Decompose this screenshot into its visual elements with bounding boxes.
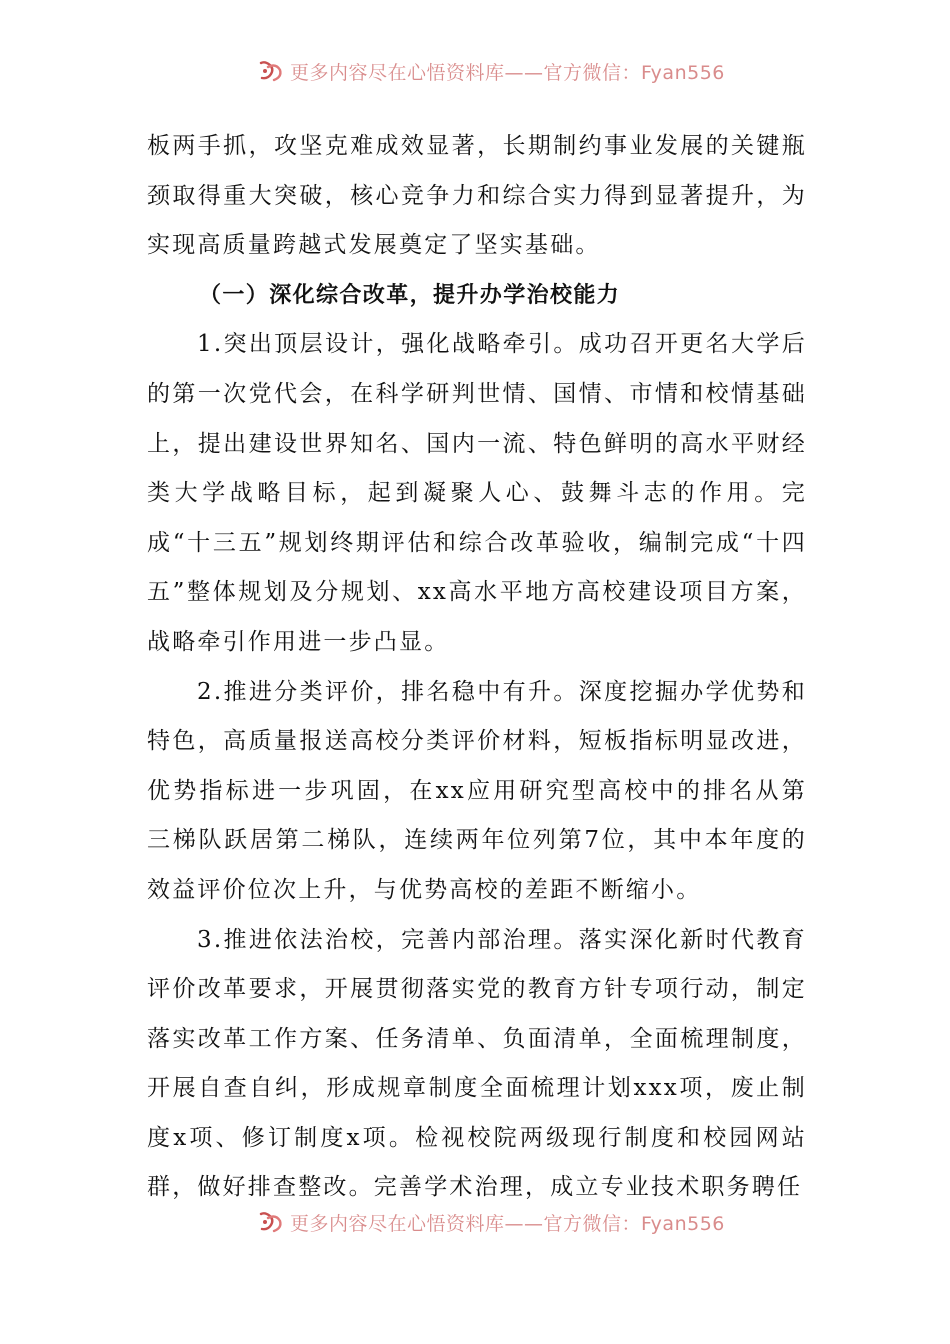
paragraph-continuation: 板两手抓，攻坚克难成效显著，长期制约事业发展的关键瓶颈取得重大突破，核心竞争力和综合实力得到显著提升，为实现高质量跨越式发展奠定了坚实基础。 <box>147 133 807 259</box>
section-heading: （一）深化综合改革，提升办学治校能力 <box>199 282 621 308</box>
paragraph-item-1: 1.突出顶层设计，强化战略牵引。成功召开更名大学后的第一次党代会，在科学研判世情、国情、市情和校情基础上，提出建设世界知名、国内一流、特色鲜明的高水平财经类大学战略目标，起到凝聚人心、鼓舞斗志的作用。完成“十三五”规划终期评估和综合改革验收，编制完成“十四五”整体规划及分规划、xx高水平地方高校建设项目方案，战略牵引作用进一步凸显。 <box>147 331 807 655</box>
watermark-footer <box>258 1207 725 1237</box>
document-body <box>147 122 807 1213</box>
brand-logo-icon <box>258 59 284 83</box>
paragraph-item-2: 2.推进分类评价，排名稳中有升。深度挖掘办学优势和特色，高质量报送高校分类评价材料，短板指标明显改进，优势指标进一步巩固，在xx应用研究型高校中的排名从第三梯队跃居第二梯队，连续两年位列第7位，其中本年度的效益评价位次上升，与优势高校的差距不断缩小。 <box>147 678 807 903</box>
paragraph-item-3: 3.推进依法治校，完善内部治理。落实深化新时代教育评价改革要求，开展贯彻落实党的教育方针专项行动，制定落实改革工作方案、任务清单、负面清单，全面梳理制度，开展自查自纠，形成规章制度全面梳理计划xxx项，废止制度x项、修订制度x项。检视校院两级现行制度和校园网站群，做好排查整改。完善学术治理，成立专业技术职务聘任 <box>147 926 807 1201</box>
watermark-text: 更多内容尽在心悟资料库——官方微信：Fyan556 <box>290 1212 725 1235</box>
brand-logo-icon <box>258 1210 284 1234</box>
watermark-header <box>258 56 725 86</box>
watermark-text: 更多内容尽在心悟资料库——官方微信：Fyan556 <box>290 61 725 84</box>
